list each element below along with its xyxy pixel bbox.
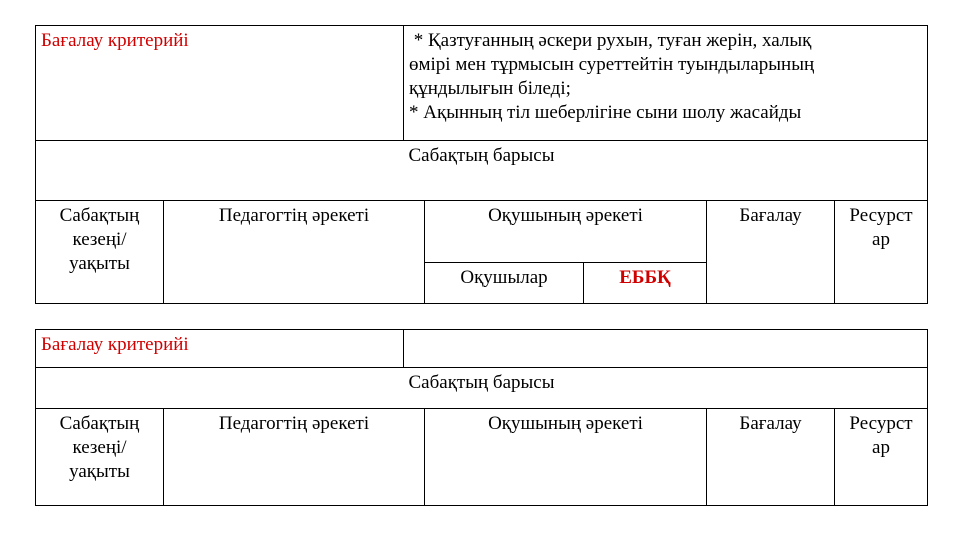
student-action-header: Оқушының әрекеті: [488, 205, 643, 226]
teacher-action-header-cell: [163, 408, 425, 506]
lesson-progress-cell: [35, 140, 928, 201]
criteria-line: * Қазтуғанның әскери рухын, туған жерін, халық: [409, 30, 812, 51]
stage-header-cell: [35, 200, 164, 304]
stage-header-line: Сабақтың: [59, 413, 140, 434]
teacher-action-header: Педагогтің әрекеті: [218, 413, 370, 434]
students-subheader: Оқушылар: [460, 267, 548, 288]
criteria-line: өмірі мен тұрмысын суреттейтін туындыларының: [409, 54, 815, 75]
student-action-header-cell: [424, 200, 707, 263]
student-action-header-cell: [424, 408, 707, 506]
resources-header-cell: [834, 408, 928, 506]
criteria-value-cell: [403, 25, 928, 141]
criteria-line: құндылығын біледі;: [409, 78, 571, 99]
stage-header-line: кезеңі/: [72, 229, 127, 250]
ebbk-subheader: ЕББҚ: [619, 267, 671, 288]
ebbk-subheader-cell: [583, 262, 707, 304]
lesson-progress-cell: [35, 367, 928, 409]
lesson-progress-title: Сабақтың барысы: [408, 372, 555, 393]
criteria-line: * Ақынның тіл шеберлігіне сыни шолу жасайды: [409, 102, 802, 123]
stage-header-line: кезеңі/: [72, 437, 127, 458]
lesson-progress-title: Сабақтың барысы: [408, 145, 555, 166]
teacher-action-header-cell: [163, 200, 425, 304]
students-subheader-cell: [424, 262, 584, 304]
assessment-header: Бағалау: [739, 205, 802, 226]
assessment-header-cell: [706, 408, 835, 506]
criteria-label-cell: [35, 329, 404, 368]
assessment-header-cell: [706, 200, 835, 304]
resources-header-line: ар: [872, 229, 890, 250]
resources-header-line: ар: [872, 437, 890, 458]
assessment-header: Бағалау: [739, 413, 802, 434]
resources-header-line: Ресурст: [849, 205, 913, 226]
stage-header-line: Сабақтың: [59, 205, 140, 226]
stage-header-line: уақыты: [69, 253, 130, 274]
criteria-label: Бағалау критерийі: [41, 334, 189, 355]
criteria-label-cell: [35, 25, 404, 141]
criteria-label: Бағалау критерийі: [41, 30, 189, 51]
teacher-action-header: Педагогтің әрекеті: [218, 205, 370, 226]
student-action-header: Оқушының әрекеті: [488, 413, 643, 434]
resources-header-line: Ресурст: [849, 413, 913, 434]
stage-header-cell: [35, 408, 164, 506]
criteria-value-cell: [403, 329, 928, 368]
stage-header-line: уақыты: [69, 461, 130, 482]
resources-header-cell: [834, 200, 928, 304]
